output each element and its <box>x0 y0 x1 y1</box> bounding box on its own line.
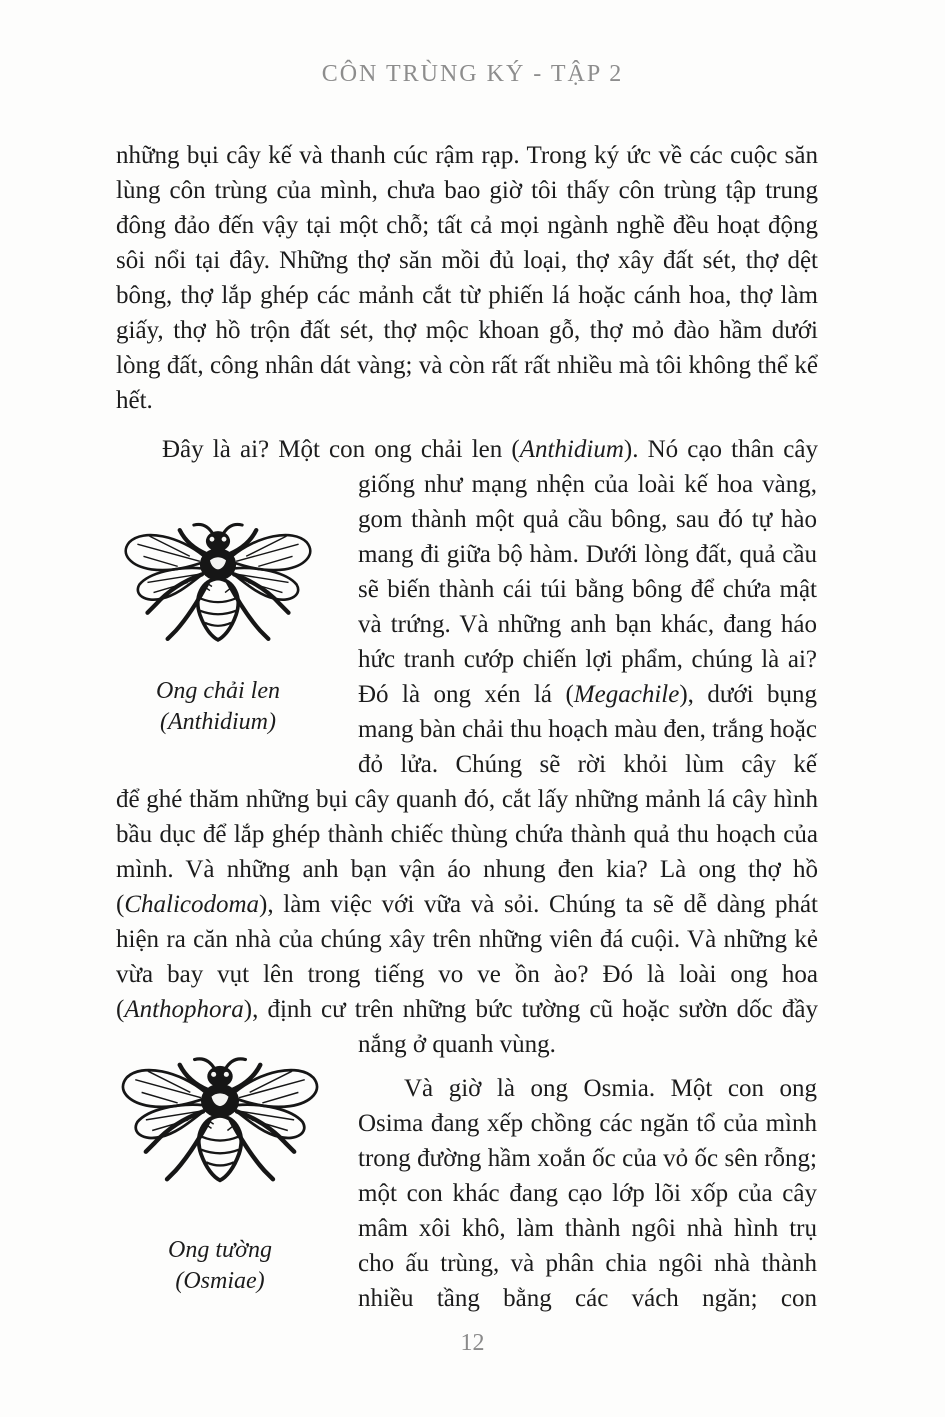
paragraph-2-wrap-text: giống như mạng nhện của loài kế hoa vàng, gom thành một quả cầu bông, sau đó tự hào mang đi giữa bộ hàm. Dưới lòng đất, quả cầu sẽ biến thành cái túi bằng bông để chứa mật và trứng. Và những anh bạn khác, đang háo hức tranh cướp chiến lợi phẩm, chúng là ai? Đó là ong xén lá (Megachile), dưới bụng mang bàn chải thu hoạch màu đen, trắng hoặc đỏ lửa. Chúng sẽ rời khỏi lùm cây kế <box>358 471 817 778</box>
figure-anthidium <box>112 516 324 738</box>
figure-caption <box>112 1235 328 1297</box>
figure-caption <box>112 676 324 738</box>
paragraph-2-continuation: để ghé thăm những bụi cây quanh đó, cắt lấy những mảnh lá cây hình bầu dục để lắp ghép thành chiếc thùng chứa thành quả thu hoạch của mình. Và những anh bạn vận áo nhung đen kia? Là ong thợ hồ (Chalicodoma), làm việc với vữa và sỏi. Chúng ta sẽ dễ dàng phát hiện ra căn nhà của chúng xây trên những viên đá cuội. Và những kẻ vừa bay vụt lên trong tiếng vo ve ồn ào? Đó là loài ong hoa (Anthophora), định cư trên những bức tường cũ hoặc sườn dốc đầy <box>116 786 818 1023</box>
figure-caption-name: Ong tường <box>168 1237 272 1263</box>
bee-top-view-icon <box>117 516 319 652</box>
figure-osmiae <box>112 1050 328 1297</box>
paragraph-2-last-line: nắng ở quanh vùng. <box>358 1031 556 1058</box>
paragraph-2-first-line: Đây là ai? Một con ong chải len (Anthidium). Nó cạo thân cây <box>162 436 818 463</box>
figure-caption-latin: (Osmiae) <box>175 1268 265 1294</box>
figure-caption-name: Ong chải len <box>156 678 280 704</box>
paragraph-3: Và giờ là ong Osmia. Một con ong Osima đang xếp chồng các ngăn tổ của mình trong đường hầm xoắn ốc của vỏ ốc sên rỗng; một con khác đang cạo lớp lõi xốp của cây mâm xôi khô, làm thành ngôi nhà hình trụ cho ấu trùng, và phân chia ngôi nhà thành nhiều tầng bằng các vách ngăn; con <box>358 1075 817 1312</box>
figure-caption-latin: (Anthidium) <box>160 709 276 735</box>
page-number: 12 <box>460 1330 485 1356</box>
running-header: CÔN TRÙNG KÝ - TẬP 2 <box>321 61 624 87</box>
bee-top-view-icon <box>114 1050 326 1193</box>
paragraph-1: những bụi cây kế và thanh cúc rậm rạp. Trong ký ức về các cuộc săn lùng côn trùng của mình, chưa bao giờ tôi thấy côn trùng tập trung đông đảo đến vậy tại một chỗ; tất cả mọi ngành nghề đều hoạt động sôi nổi tại đây. Những thợ săn mồi đủ loại, thợ xây đất sét, thợ dệt bông, thợ lắp ghép các mảnh cắt từ phiến lá hoặc cánh hoa, thợ làm giấy, thợ hồ trộn đất sét, thợ mộc khoan gỗ, thợ mỏ đào hầm dưới lòng đất, công nhân dát vàng; và còn rất rất nhiều mà tôi không thể kể hết. <box>116 142 818 414</box>
